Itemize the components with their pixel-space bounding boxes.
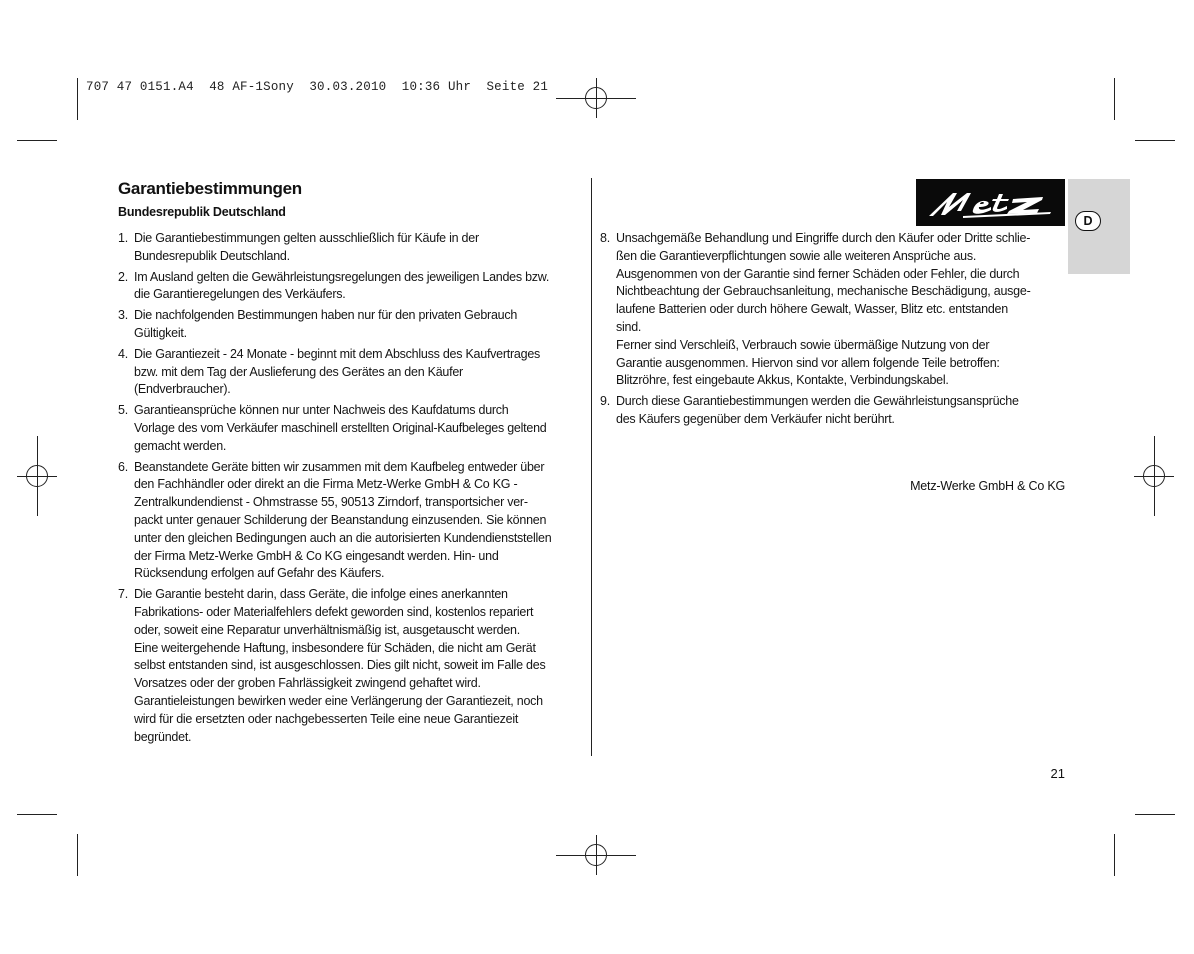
- crop-mark: [1135, 814, 1175, 815]
- page-title: Garantiebestimmungen: [118, 179, 302, 198]
- crop-mark: [17, 140, 57, 141]
- registration-circle-icon: [26, 465, 48, 487]
- crop-mark: [77, 78, 78, 120]
- crop-mark: [17, 814, 57, 815]
- list-item: 7. Die Garantie besteht darin, dass Geräte, die infolge eines anerkannten Fabrikations- oder Materialfehlers defekt geworden sind, kostenlos repariert oder, soweit eine Reparatur unverhältnismäßig ist, ausgetauscht werden. Eine weitergehende Haftung, insbesondere für Schäden, die nicht am Gerät selbst entstanden sind, ist ausgeschlossen. Dies gilt nicht, soweit im Falle des Vorsatzes oder der groben Fahrlässigkeit zwingend gehaftet wird. Garantieleistungen bewirken weder eine Verlängerung der Garantiezeit, noch wird für die ersetzten oder nachgebesserten Teile eine neue Garantiezeit begründet.: [118, 587, 546, 744]
- registration-circle-icon: [585, 844, 607, 866]
- list-item: 5. Garantieansprüche können nur unter Nachweis des Kaufdatums durch Vorlage des vom Verkäufer maschinell erstellten Original-Kaufbeleges geltend gemacht werden.: [118, 403, 547, 453]
- list-item: 1. Die Garantiebestimmungen gelten ausschließlich für Käufe in der Bundesrepublik Deutschland.: [118, 231, 479, 263]
- page-number: 21: [1050, 766, 1065, 781]
- page-subtitle: Bundesrepublik Deutschland: [118, 205, 286, 219]
- registration-circle-icon: [1143, 465, 1165, 487]
- list-item: 3. Die nachfolgenden Bestimmungen haben nur für den privaten Gebrauch Gültigkeit.: [118, 308, 518, 340]
- right-column: [600, 230, 1062, 432]
- column-divider: [591, 178, 592, 756]
- list-item: 6. Beanstandete Geräte bitten wir zusammen mit dem Kaufbeleg entweder über den Fachhändler oder direkt an die Firma Metz-Werke GmbH & Co KG - Zentralkundendienst - Ohmstrasse 55, 90513 Zirndorf, transportsicher ver- packt unter genauer Schilderung der Beanstandung einzusenden. Sie können unter den gleichen Bedingungen auch an die autorisierten Kundendienststellen der Firma Metz-Werke GmbH & Co KG eingesandt werden. Hin- und Rücksendung erfolgen auf Gefahr des Käufers.: [118, 459, 552, 581]
- print-slug-line: 707 47 0151.A4 48 AF-1Sony 30.03.2010 10:36 Uhr Seite 21: [86, 80, 549, 94]
- list-item: 9. Durch diese Garantiebestimmungen werden die Gewährleistungsansprüche des Käufers gegenüber dem Verkäufer nicht berührt.: [600, 394, 1019, 426]
- crop-mark: [1114, 78, 1115, 120]
- company-name: Metz-Werke GmbH & Co KG: [910, 479, 1065, 493]
- list-item: 2. Im Ausland gelten die Gewährleistungsregelungen des jeweiligen Landes bzw. die Garantieregelungen des Verkäufers.: [118, 269, 550, 302]
- list-item: 4. Die Garantiezeit - 24 Monate - beginnt mit dem Abschluss des Kaufvertrages bzw. mit dem Tag der Auslieferung des Gerätes an den Käufer (Endverbraucher).: [118, 346, 541, 397]
- metz-logo: [916, 179, 1065, 226]
- metz-logo-icon: [923, 185, 1059, 221]
- language-badge: D: [1075, 211, 1101, 231]
- left-column: [118, 230, 588, 749]
- crop-mark: [1135, 140, 1175, 141]
- list-item: 8. Unsachgemäße Behandlung und Eingriffe durch den Käufer oder Dritte schlie- ßen die Garantieverpflichtungen sowie alle weiteren Ansprüche aus. Ausgenommen von der Garantie sind ferner Schäden oder Fehler, die durch Nichtbeachtung der Gebrauchsanleitung, mechanische Beschädigung, ausge- laufene Batterien oder durch höhere Gewalt, Wasser, Blitz etc. entstanden sind. Ferner sind Verschleiß, Verbrauch sowie übermäßige Nutzung von der Garantie ausgenommen. Hiervon sind vor allem folgende Teile betroffen: Blitzröhre, fest eingebaute Akkus, Kontakte, Verbindungskabel.: [600, 231, 1031, 388]
- crop-mark: [1114, 834, 1115, 876]
- crop-mark: [77, 834, 78, 876]
- registration-circle-icon: [585, 87, 607, 109]
